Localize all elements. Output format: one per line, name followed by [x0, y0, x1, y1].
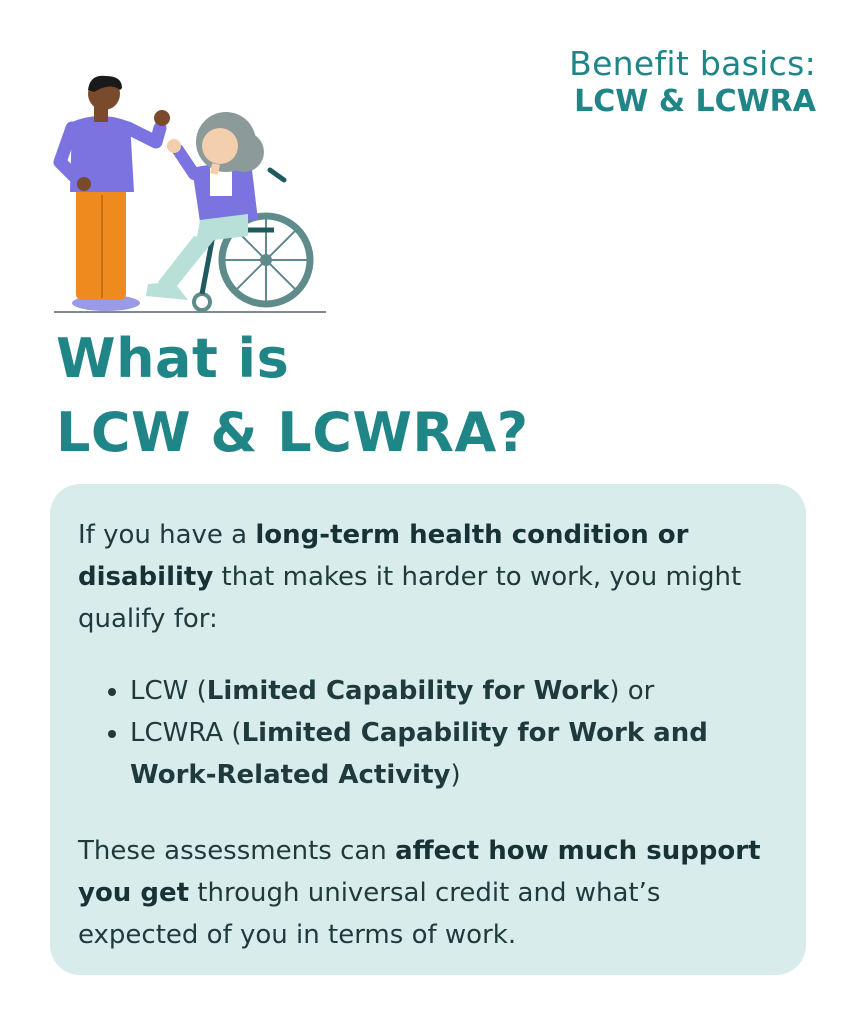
page-title-line2: LCW & LCWRA? [56, 401, 529, 464]
list-item-prefix: LCWRA ( [130, 718, 242, 748]
outro-text-1: These assessments can [78, 836, 396, 866]
intro-text-1: If you have a [78, 520, 256, 550]
list-item-suffix: ) [450, 760, 461, 790]
series-title-line2: LCW & LCWRA [574, 84, 816, 120]
series-title-line1: Benefit basics: [569, 44, 816, 83]
list-item-suffix: ) or [609, 676, 655, 706]
qualification-list [78, 670, 780, 796]
intro-text-2: that makes it harder to work, you might qualify for: [78, 562, 742, 634]
list-item-bold: Limited Capability for Work and Work-Related Activity [130, 718, 708, 790]
page-title [56, 322, 529, 470]
outro-bold: affect how much support you get [78, 836, 761, 908]
list-item-bold: Limited Capability for Work [206, 676, 610, 706]
standing-man-and-wheelchair-user-icon [44, 70, 334, 322]
outro-text-2: through universal credit and what’s expected of you in terms of work. [78, 878, 661, 950]
list-item [102, 670, 780, 712]
page-title-line1: What is [56, 327, 290, 390]
intro-bold: long-term health condition or disability [78, 520, 689, 592]
outro-paragraph [78, 830, 780, 956]
list-item [102, 712, 780, 796]
series-title [569, 44, 816, 121]
list-item-prefix: LCW ( [130, 676, 207, 706]
intro-paragraph [78, 514, 780, 640]
people-illustration [44, 70, 334, 322]
info-card [50, 484, 806, 975]
